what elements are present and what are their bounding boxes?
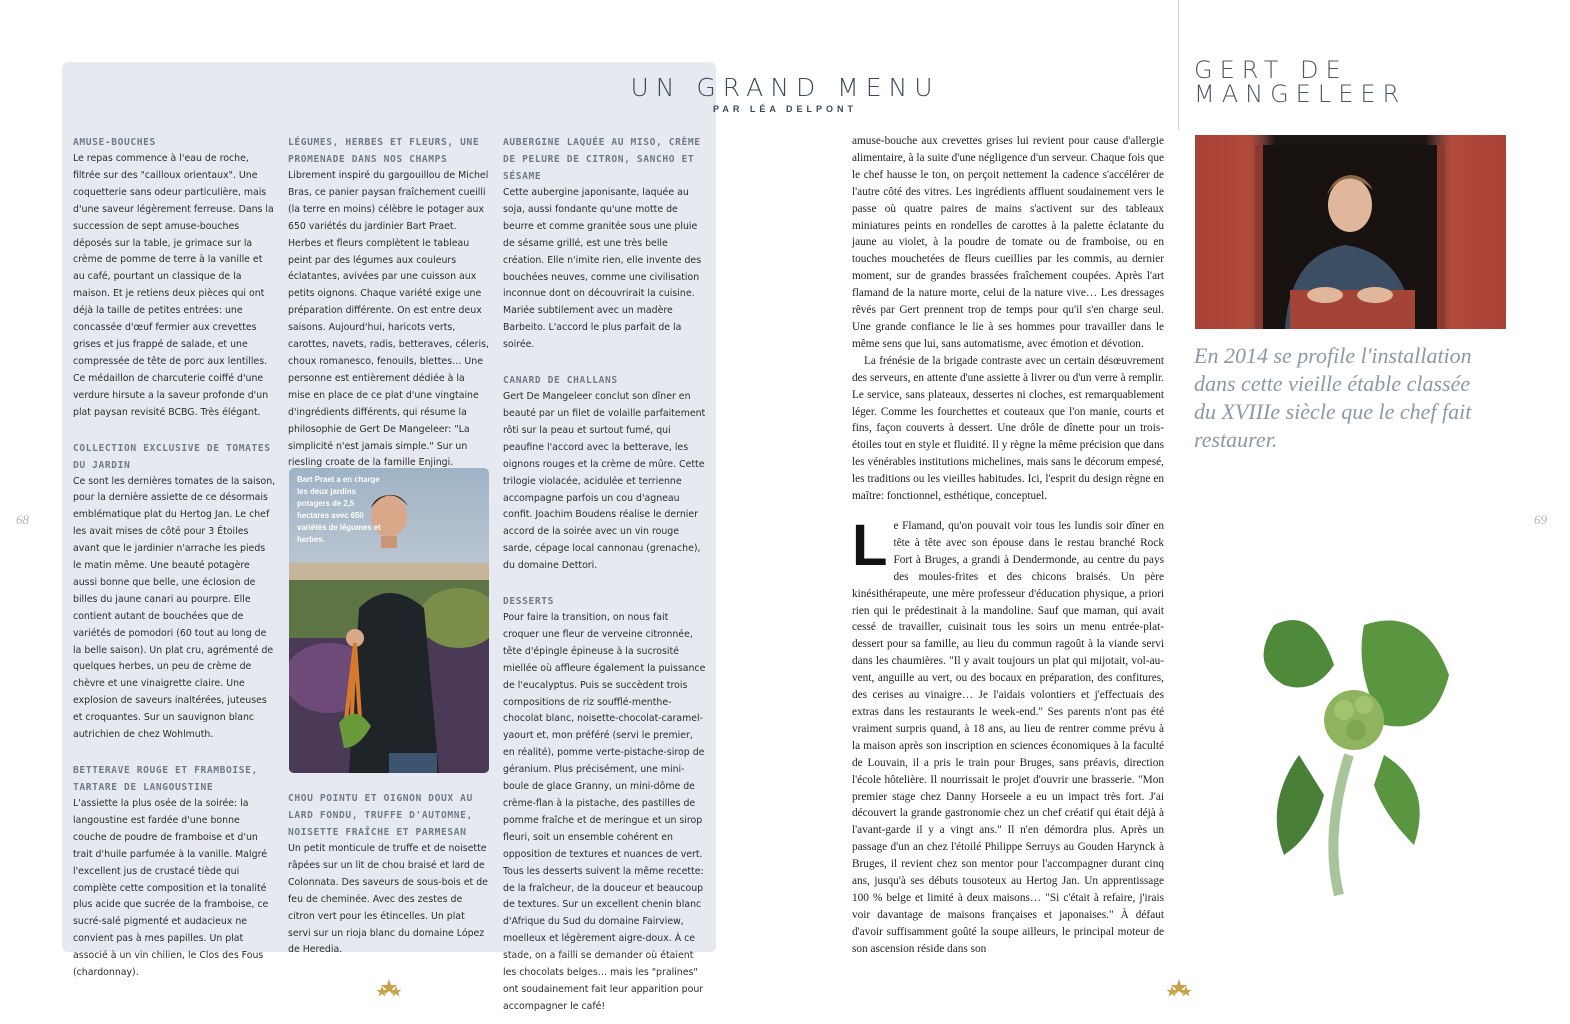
chef-title-line2: MANGELEER: [1194, 80, 1407, 108]
section-heading: LÉGUMES, HERBES ET FLEURS, UNE PROMENADE DANS NOS CHAMPS: [288, 137, 480, 165]
photo-caption: Bart Praet a en charge les deux jardins potagers de 2,5 hectares avec 650 variétés de légumes et herbes.: [297, 475, 381, 544]
section-text: Ce sont les dernières tomates de la saison, pour la dernière assiette de ce désormais emblématique plat du Hertog Jan. Le chef les avait mises de côté pour 3 Étoiles avant que le jardinier n'arrache les pieds le matin même. Une beauté potagère aussi bonne que belle, une éclosion de billes du jaune canari au pourpre. Elle contient autant de bouchées que de variétés de pomodori (60 tout au long de la belle saison). Un plat cru, agrémenté de quelques herbes, un peu de crème de chèvre et une vinaigrette claire. Une explosion de saveurs inaltérées, juteuses et croquantes. Sur un sauvignon blanc autrichien de chez Wohlmuth.: [73, 475, 276, 741]
gardener-photo: [289, 468, 489, 773]
stars-icon: [1164, 978, 1194, 1000]
pull-quote: En 2014 se profile l'installation dans cette vieille étable classée du XVIIIe siècle que le chef fait restaurer.: [1194, 343, 1472, 452]
menu-byline: PAR LÉA DELPONT: [712, 104, 857, 114]
page-number-right: 69: [1534, 512, 1547, 527]
menu-column-2-bottom: [288, 790, 490, 977]
section-heading: CHOU POINTU ET OIGNON DOUX AU LARD FONDU, TRUFFE D'AUTOMNE, NOISETTE FRAÎCHE ET PARMESAN: [288, 793, 473, 838]
chef-illustration: [1195, 135, 1506, 329]
chef-title-line1: GERT DE: [1194, 56, 1348, 84]
section-text: Librement inspiré du gargouillou de Michel Bras, ce panier paysan fraîchement cueilli (la terre en moins) célèbre le potager aux 650 variétés du jardinier Bart Praet. Herbes et fleurs complètent le tableau peint par des légumes aux couleurs éclatantes, avivées par une cuisson aux petits oignons. Chaque variété exige une préparation différente. On est entre deux saisons. Aujourd'hui, haricots verts, carottes, navets, radis, betteraves, céleris, choux romanesco, fenouils, blettes… Une personne est entièrement dédiée à la mise en place de ce plat d'une vingtaine d'ingrédients différents, qui résume la philosophie de Gert De Mangeleer: "La simplicité n'est jamais simple." Sur un riesling croate de la famille Enjingi.: [288, 170, 489, 469]
menu-column-3: [503, 134, 707, 1024]
drop-cap: L: [852, 513, 888, 578]
page-number-left: 68: [16, 512, 29, 527]
section-heading: CANARD DE CHALLANS: [503, 375, 618, 387]
romanesco-illustration: [1244, 605, 1454, 900]
chef-title: [1194, 58, 1406, 106]
stars-icon: [374, 978, 404, 1000]
section-heading: BETTERAVE ROUGE ET FRAMBOISE, TARTARE DE LANGOUSTINE: [73, 765, 258, 793]
section-text: L'assiette la plus osée de la soirée: la langoustine est fardée d'une bonne couche de poudre de framboise et d'un trait d'huile parfumée à la vanille. Malgré l'excellent jus de crustacé tiède qui complète cette composition et la tonalité plus acide que sucrée de la framboise, ce sucré-salé pigmenté et audacieux ne convient pas à mes papilles. Un plat associé à un vin chilien, le Clos des Fous (chardonnay).: [73, 798, 269, 979]
menu-column-1: [73, 134, 276, 1000]
section-heading: AMUSE-BOUCHES: [73, 137, 156, 148]
section-heading: DESSERTS: [503, 596, 555, 608]
section-text: Le repas commence à l'eau de roche, filtrée sur des "cailloux orientaux". Une coquetterie sans odeur particulière, mais d'une saveur légèrement ferreuse. Dans la succession de sept amuse-bouches déposés sur la table, je grimace sur la crème de pomme de terre à la vanille et au café, pourtant un classique de la maison. Et je retiens deux pièces qui ont déjà la taille de petites entrées: une concassée d'œuf fermier aux crevettes grises et jus frappé de salade, et une compressée de tête de porc aux lentilles. Ce médaillon de charcuterie coiffé d'une verdure hirsute a la saveur profonde d'un plat paysan revisité BCBG. Très élégant.: [73, 153, 274, 418]
article-paragraph: La frénésie de la brigade contraste avec un certain désœuvrement des serveurs, en attente d'une assiette à livrer ou d'un verre à remplir. Le service, sans plateaux, dessertes ni cloches, est remarquablement léger. Comme les fourchettes et couteaux que l'on manie, courts et fins, façon couverts à dessert. Une drôle de dînette pour un trois-étoiles tout en style et fluidité. Il y règne la même précision que dans les vénérables institutions michelines, mais sans le décorum empesé, les traditions ou les vieilles habitudes. Ici, l'esprit du design règne en maître: fonctionnel, esthétique, conceptuel.: [852, 354, 1164, 503]
section-text: Gert De Mangeleer conclut son dîner en beauté par un filet de volaille parfaitement rôti sur la peau et surtout fumé, qui peaufine l'accord avec la betterave, les oignons rouges et la crème de mûre. Cette trilogie violacée, acidulée et terrienne accompagne parfois un cou d'agneau confit. Joachim Boudens réalise le dernier accord de la soirée avec un vin rouge sarde, cépage local cannonau (grenache), du domaine Dettori.: [503, 391, 706, 572]
section-text: Pour faire la transition, on nous fait croquer une fleur de verveine citronnée, tête d'épingle épineuse à la sucrosité miellée où affleure également la puissance de l'eucalyptus. Puis se succèdent trois compositions de riz soufflé-menthe-chocolat blanc, noisette-chocolat-caramel-yaourt et, mon préféré (servi le premier, en réalité), pomme verte-pistache-sirop de géranium. Plus précisément, une mini-boule de glace Granny, un mini-dôme de crème-flan à la pistache, des pastilles de pomme fraîche et de meringue et un sirop fleuri, soit un ensemble cohérent en opposition de textures et nuances de vert. Tous les desserts suivent la même recette: de la fraîcheur, de la douceur et beaucoup de textures. Sur un excellent chenin blanc d'Afrique du Sud du domaine Fairview, moelleux et légèrement aigre-doux. À ce stade, on a failli se demander où étaient les chocolats belges… mais les "pralines" ont soudainement fait leur apparition pour accompagner le café!: [503, 612, 706, 1012]
menu-column-2: [288, 134, 490, 490]
menu-title: UN GRAND MENU: [630, 73, 940, 102]
section-heading: AUBERGINE LAQUÉE AU MISO, CRÈME DE PELURE DE CITRON, SANCHO ET SÉSAME: [503, 137, 701, 182]
divider: [1178, 0, 1179, 130]
article-body-bottom: [852, 513, 1164, 958]
article-paragraph: e Flamand, qu'on pouvait voir tous les lundis soir dîner en tête à tête avec son épouse dans le restau branché Rock Fort à Bruges, a grandi à Dendermonde, au centre du pays des moules-frites et des chicons braisés. Un père kinésithérapeute, une mère professeur d'éducation physique, a priori rien qui le prédestinait à la mandoline. Sauf que maman, qui avait cessé de travailler, cuisinait tous les soirs un menu entrée-plat-dessert pour sa famille, au lieu du commun ragoût à la viande servi dans les chaumières. "Il y avait toujours un plat qui mijotait, vol-au-vent, anguille au vert, ou des bocaux en préparation, des confitures, des cerises au vinaigre… Je l'aidais volontiers et j'effectuais des extras dans les restaurants le week-end." Ses parents n'ont pas été vraiment surpris quand, à 18 ans, au lieu de rentrer comme prévu à la maison après son inscription en sciences économiques à la faculté de Louvain, il a pris le train pour Bruges, sans préavis, direction l'école hôtelière. Il nourrissait le projet d'ouvrir une brasserie. "Mon premier stage chez Danny Horseele a eu un impact très fort. J'ai découvert la grande gastronomie chez un chef créatif qui était déjà à l'avant-garde il y a vingt ans." Il n'en démordra plus. Après un passage d'un an chez l'étoilé Philippe Serruys au Gouden Harynck à Bruges, il revient chez son mentor pour l'accompagner durant cinq ans, jusqu'à ses débuts tousoteux au Hertog Jan. Un apprentissage 100 % belge et limité à deux maisons… "Si c'était à refaire, j'irais voir davantage de maisons françaises et japonaises." À défaut d'avoir suffisamment goûté la soupe ailleurs, le principal moteur de son ascension réside dans son: [852, 520, 1164, 955]
section-heading: COLLECTION EXCLUSIVE DE TOMATES DU JARDIN: [73, 442, 271, 471]
section-text: Un petit monticule de truffe et de noisette râpées sur un lit de chou braisé et lard de Colonnata. Des saveurs de sous-bois et de feu de cheminée. Avec des zestes de citron vert pour les étincelles. Un plat servi sur un rioja blanc du domaine López de Heredia.: [288, 843, 488, 956]
chef-photo: [1195, 135, 1506, 329]
article-paragraph: amuse-bouche aux crevettes grises lui revient pour cause d'allergie alimentaire, à la suite d'une négligence d'un serveur. Chaque fois que le chef hausse le ton, on perçoit nettement la cadence s'accélérer de l'autre côté des vitres. Les ingrédients affluent soudainement vers le passe où quatre paires de mains s'activent sur des tableaux miniatures peints en rondelles de carottes à la palette éclatante du jaune au violet, à la poudre de tomate ou de framboise, ou en touches mouchetées de fleurs cueillies par les commis, au dernier moment, sur de grandes brassées fraîchement coupées. Après l'art flamand de la nature morte, celui de la nature vive… Les dressages rêvés par Gert prennent trop de temps pour qu'il s'en charge seul. Une grande confiance le lie à ses hommes pour travailler dans le même sens que lui, sans automatisme, avec émotion et dévotion.: [852, 135, 1164, 350]
section-text: Cette aubergine japonisante, laquée au soja, aussi fondante qu'une motte de beurre et comme granitée sous une pluie de sésame grillé, est une très belle création. Elle n'imite rien, elle invente des bouchées neuves, comme une civilisation inconnue dont on découvrirait la cuisine. Mariée subtilement avec un madère Barbeito. L'accord le plus parfait de la soirée.: [503, 187, 702, 351]
article-body-top: [852, 133, 1164, 505]
